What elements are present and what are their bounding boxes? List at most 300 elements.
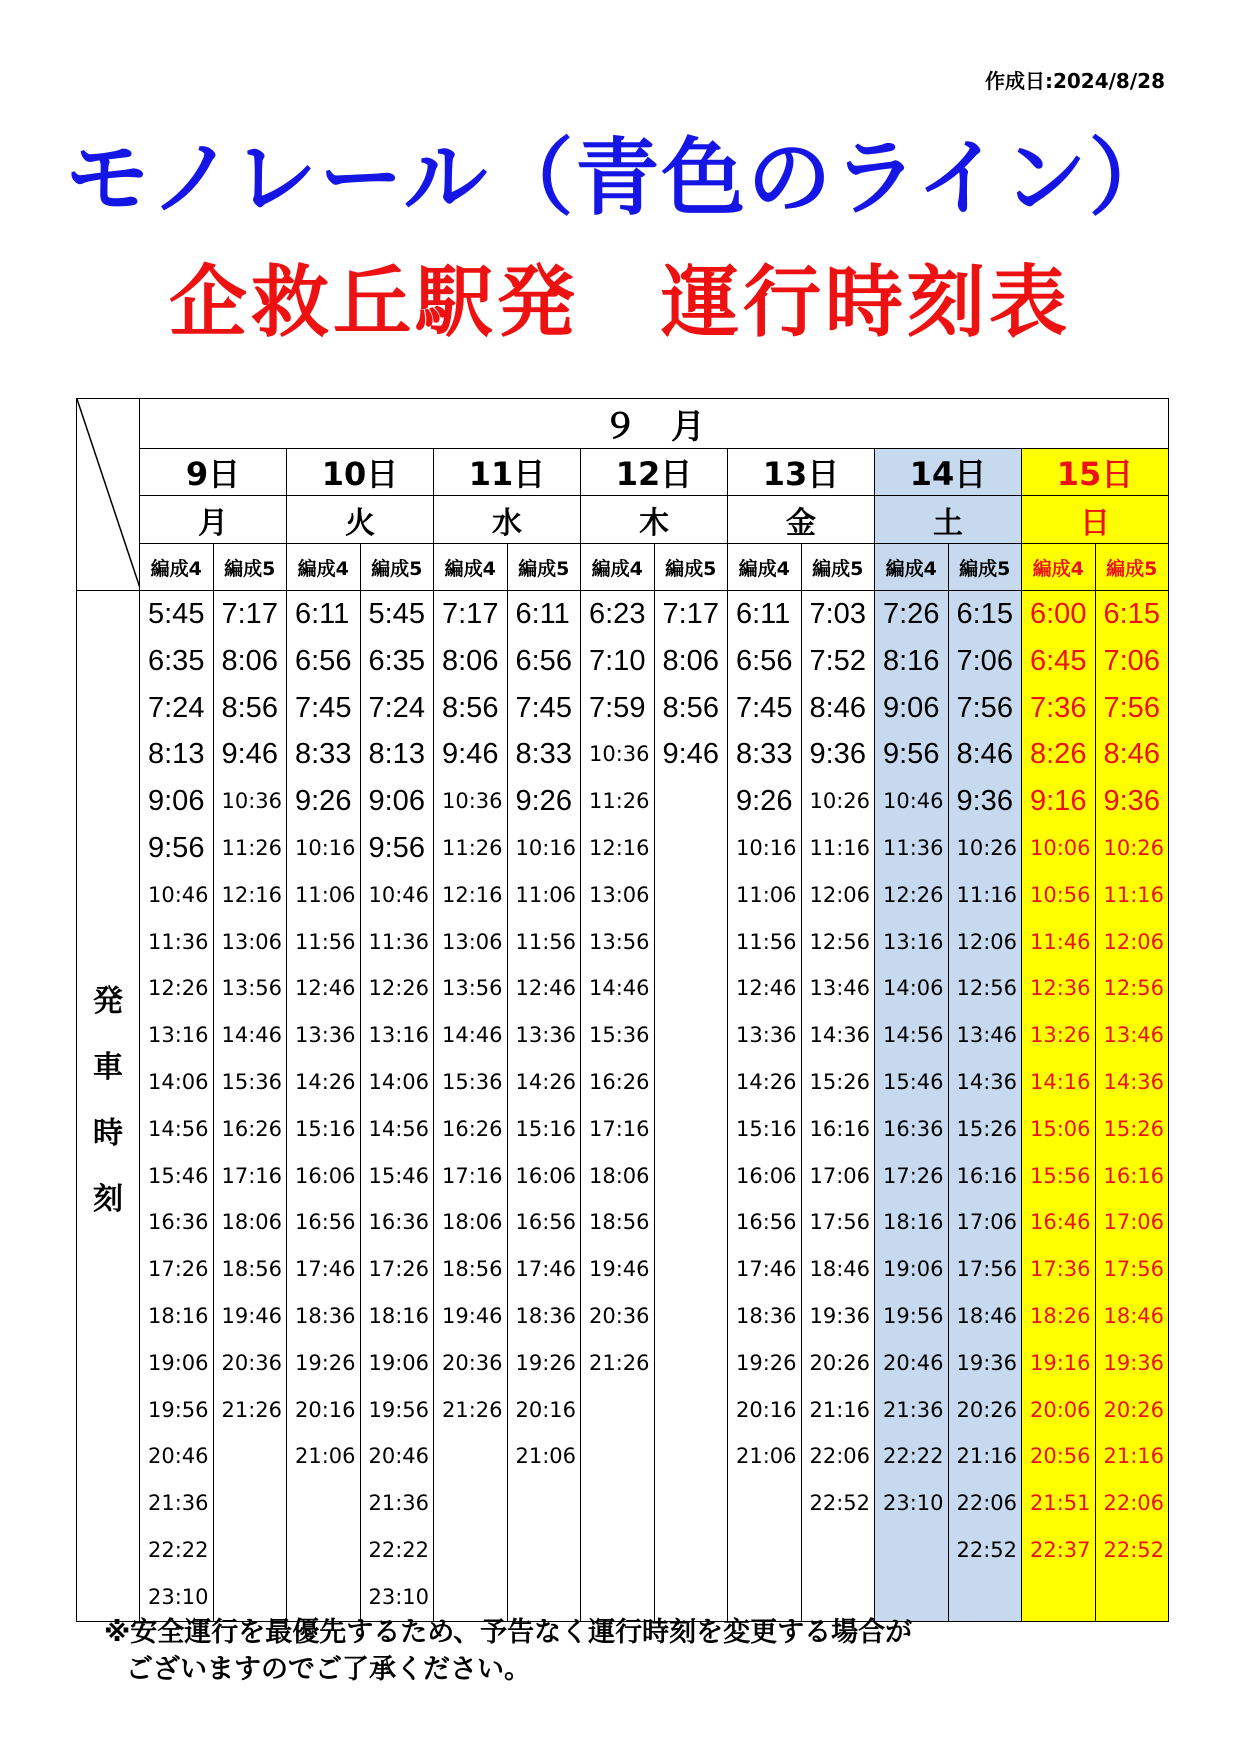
departure-time: 7:03 [809, 598, 866, 630]
departure-time: 23:10 [148, 1584, 209, 1609]
time-column [434, 591, 508, 1622]
corner-cell [77, 399, 140, 591]
date-header: 14日 [875, 449, 1022, 496]
departure-time: 8:16 [883, 644, 940, 677]
departure-time: 11:16 [809, 835, 871, 860]
departure-time: 10:26 [809, 789, 871, 814]
departure-time: 19:06 [368, 1350, 430, 1375]
departure-time: 7:52 [809, 644, 866, 677]
departure-time: 14:16 [1030, 1069, 1091, 1094]
departure-time: 12:36 [1030, 976, 1091, 1001]
departure-time: 17:36 [1030, 1257, 1091, 1282]
weekday-header: 土 [875, 496, 1022, 544]
departure-time: 21:51 [1030, 1491, 1091, 1516]
departure-time: 15:46 [148, 1163, 209, 1188]
departure-time: 22:06 [956, 1491, 1018, 1516]
departure-time: 19:26 [515, 1350, 577, 1375]
departure-time: 18:26 [1030, 1303, 1091, 1328]
departure-time: 17:46 [515, 1257, 577, 1282]
date-header: 13日 [728, 449, 875, 496]
departure-time: 16:36 [368, 1210, 430, 1235]
departure-time: 20:46 [883, 1350, 944, 1375]
time-column [213, 591, 287, 1622]
weekday-header: 水 [434, 496, 581, 544]
departure-time: 9:56 [148, 831, 205, 864]
departure-time: 10:56 [1030, 882, 1091, 907]
departure-time: 7:59 [589, 691, 646, 724]
departure-time: 14:46 [589, 976, 650, 1001]
label-char: 時 [93, 1116, 123, 1151]
departure-time: 11:26 [589, 789, 650, 814]
departure-time: 18:06 [221, 1210, 283, 1235]
departure-time: 18:06 [442, 1210, 503, 1235]
departure-time: 21:06 [515, 1444, 577, 1469]
departure-time: 14:36 [1103, 1069, 1165, 1094]
departure-time: 20:06 [1030, 1397, 1091, 1422]
departure-time: 13:56 [221, 976, 283, 1001]
departure-time: 21:26 [442, 1397, 503, 1422]
time-column [1095, 591, 1169, 1622]
departure-time: 9:06 [368, 785, 425, 818]
departure-time: 14:06 [883, 976, 944, 1001]
departure-time: 19:56 [883, 1303, 944, 1328]
departure-time: 9:06 [148, 785, 205, 818]
departure-time: 8:56 [442, 691, 499, 724]
departure-time: 10:36 [589, 742, 650, 767]
departure-time: 16:56 [515, 1210, 577, 1235]
departure-time: 6:15 [1103, 598, 1160, 630]
departure-time: 12:16 [589, 835, 650, 860]
departure-time: 7:56 [1103, 691, 1160, 724]
departure-time: 7:17 [442, 598, 499, 630]
departure-time: 20:16 [736, 1397, 797, 1422]
departure-time: 18:16 [148, 1303, 209, 1328]
departure-time: 15:16 [736, 1116, 797, 1141]
departure-time: 18:16 [883, 1210, 944, 1235]
formation-header: 編成5 [1095, 544, 1169, 591]
departure-time: 17:16 [221, 1163, 283, 1188]
departure-time: 12:06 [956, 929, 1018, 954]
title-line-timetable: 企救丘駅発 運行時刻表 [168, 258, 1071, 348]
departure-time: 6:00 [1030, 598, 1087, 630]
departure-time: 12:56 [1103, 976, 1165, 1001]
departure-time: 6:11 [736, 598, 791, 630]
date-header: 12日 [581, 449, 728, 496]
departure-time: 20:26 [1103, 1397, 1165, 1422]
time-column [507, 591, 581, 1622]
departure-time: 21:06 [295, 1444, 356, 1469]
formation-header: 編成4 [875, 544, 949, 591]
label-char: 車 [93, 1050, 123, 1085]
departure-time: 22:52 [956, 1537, 1018, 1562]
weekday-header: 金 [728, 496, 875, 544]
notice [104, 1614, 912, 1688]
departure-time: 12:06 [809, 882, 871, 907]
departure-time: 7:06 [1103, 644, 1160, 677]
departure-time: 12:16 [442, 882, 503, 907]
departure-time: 10:36 [221, 789, 283, 814]
departure-time: 5:45 [148, 598, 205, 630]
departure-time: 15:16 [515, 1116, 577, 1141]
departure-time: 14:26 [515, 1069, 577, 1094]
departure-time: 8:33 [295, 738, 352, 771]
departure-time: 20:26 [956, 1397, 1018, 1422]
notice-line: ございますのでご了承ください。 [126, 1654, 531, 1685]
departure-time: 8:56 [221, 691, 278, 724]
departure-time: 10:16 [295, 835, 356, 860]
departure-time: 16:46 [1030, 1210, 1091, 1235]
departure-time: 8:06 [662, 644, 719, 677]
departure-time: 8:06 [442, 644, 499, 677]
date-header: 11日 [434, 449, 581, 496]
departure-time: 5:45 [368, 598, 425, 630]
departure-time: 11:06 [515, 882, 577, 907]
departure-time: 17:16 [442, 1163, 503, 1188]
departure-time: 17:26 [883, 1163, 944, 1188]
departure-time: 9:36 [956, 785, 1013, 818]
departure-time: 15:36 [442, 1069, 503, 1094]
formation-header: 編成4 [728, 544, 802, 591]
departure-time: 13:36 [736, 1023, 797, 1048]
departure-time: 10:46 [148, 882, 209, 907]
departure-time: 17:06 [1103, 1210, 1165, 1235]
departure-time: 16:36 [148, 1210, 209, 1235]
departure-time: 7:17 [221, 598, 278, 630]
departure-time: 10:06 [1030, 835, 1091, 860]
departure-time: 19:46 [221, 1303, 283, 1328]
date-header: 10日 [287, 449, 434, 496]
departure-time: 22:22 [148, 1537, 209, 1562]
departure-time: 19:56 [368, 1397, 430, 1422]
departure-time: 20:36 [442, 1350, 503, 1375]
departure-time: 18:46 [809, 1257, 871, 1282]
departure-time: 19:36 [956, 1350, 1018, 1375]
date-header: 15日 [1022, 449, 1169, 496]
departure-time: 11:26 [221, 835, 283, 860]
departure-time: 18:16 [368, 1303, 430, 1328]
formation-header: 編成5 [654, 544, 728, 591]
departure-time: 12:46 [515, 976, 577, 1001]
departure-time: 16:26 [442, 1116, 503, 1141]
departure-time: 12:56 [809, 929, 871, 954]
departure-time: 13:06 [221, 929, 283, 954]
notice-line: ※安全運行を最優先するため、予告なく運行時刻を変更する場合が [104, 1617, 913, 1648]
departure-time: 11:26 [442, 835, 503, 860]
departure-time: 22:37 [1030, 1537, 1091, 1562]
time-column [581, 591, 655, 1622]
weekday-header: 日 [1022, 496, 1169, 544]
departure-time: 19:26 [736, 1350, 797, 1375]
departure-time: 14:56 [368, 1116, 430, 1141]
departure-time: 18:36 [515, 1303, 577, 1328]
departure-time: 13:56 [589, 929, 650, 954]
departure-time: 10:46 [883, 789, 944, 814]
departure-time: 11:36 [883, 835, 944, 860]
departure-time: 8:56 [662, 691, 719, 724]
departure-time: 19:46 [589, 1257, 650, 1282]
departure-time: 15:46 [883, 1069, 944, 1094]
departure-time-label [77, 591, 140, 1622]
departure-time: 7:45 [515, 691, 572, 724]
time-column [801, 591, 875, 1622]
departure-time: 15:56 [1030, 1163, 1091, 1188]
departure-time: 18:56 [442, 1257, 503, 1282]
departure-time: 13:46 [956, 1023, 1018, 1048]
departure-time: 9:26 [295, 785, 352, 818]
departure-time: 21:26 [589, 1350, 650, 1375]
departure-time: 18:56 [221, 1257, 283, 1282]
formation-header: 編成5 [360, 544, 434, 591]
departure-time: 9:46 [221, 738, 278, 771]
title-line-monorail: モノレール（青色のライン） [65, 129, 1175, 227]
departure-time: 14:36 [956, 1069, 1018, 1094]
departure-time: 16:26 [589, 1069, 650, 1094]
departure-time: 9:36 [1103, 785, 1160, 818]
formation-header: 編成4 [140, 544, 214, 591]
departure-time: 8:13 [368, 738, 425, 771]
departure-time: 11:06 [295, 882, 356, 907]
departure-time: 11:16 [956, 882, 1018, 907]
departure-time: 11:56 [515, 929, 577, 954]
time-column [948, 591, 1022, 1622]
formation-header: 編成4 [581, 544, 655, 591]
departure-time: 20:46 [368, 1444, 430, 1469]
departure-time: 9:46 [442, 738, 499, 771]
departure-time: 8:06 [221, 644, 278, 677]
departure-time: 16:36 [883, 1116, 944, 1141]
departure-time: 6:15 [956, 598, 1013, 630]
departure-time: 16:06 [295, 1163, 356, 1188]
departure-time: 18:46 [956, 1303, 1018, 1328]
departure-time: 15:26 [956, 1116, 1018, 1141]
departure-time: 20:26 [809, 1350, 871, 1375]
departure-time: 11:16 [1103, 882, 1165, 907]
departure-time: 10:16 [736, 835, 797, 860]
departure-time: 6:35 [148, 644, 205, 677]
departure-time: 13:26 [1030, 1023, 1091, 1048]
departure-time: 9:46 [662, 738, 719, 771]
departure-time: 18:46 [1103, 1303, 1165, 1328]
departure-time: 17:16 [589, 1116, 650, 1141]
departure-time: 15:06 [1030, 1116, 1091, 1141]
departure-time: 6:11 [295, 598, 350, 630]
departure-time: 20:36 [589, 1303, 650, 1328]
departure-time: 17:46 [736, 1257, 797, 1282]
departure-time: 11:36 [368, 929, 430, 954]
departure-time: 20:16 [295, 1397, 356, 1422]
departure-time: 7:26 [883, 598, 940, 630]
time-column [654, 591, 728, 1622]
departure-time: 17:56 [809, 1210, 871, 1235]
weekday-header: 月 [140, 496, 287, 544]
formation-header: 編成5 [948, 544, 1022, 591]
label-char: 発 [93, 984, 123, 1019]
departure-time: 9:26 [736, 785, 793, 818]
departure-time: 12:56 [956, 976, 1018, 1001]
departure-time: 10:26 [956, 835, 1018, 860]
departure-time: 19:16 [1030, 1350, 1091, 1375]
departure-time: 16:16 [809, 1116, 871, 1141]
departure-time: 19:36 [1103, 1350, 1165, 1375]
departure-time: 6:56 [515, 644, 572, 677]
departure-time: 20:36 [221, 1350, 283, 1375]
departure-time: 7:17 [662, 598, 719, 630]
formation-header: 編成5 [801, 544, 875, 591]
departure-time: 17:56 [956, 1257, 1018, 1282]
departure-time: 8:33 [515, 738, 572, 771]
departure-time: 12:46 [295, 976, 356, 1001]
departure-time: 21:16 [809, 1397, 871, 1422]
departure-time: 17:46 [295, 1257, 356, 1282]
departure-time: 22:22 [883, 1444, 944, 1469]
departure-time: 13:46 [1103, 1023, 1165, 1048]
departure-time: 19:36 [809, 1303, 871, 1328]
departure-time: 8:26 [1030, 738, 1087, 771]
departure-time: 22:52 [809, 1491, 871, 1516]
departure-time: 14:06 [148, 1069, 209, 1094]
departure-time: 14:56 [148, 1116, 209, 1141]
departure-time: 10:46 [368, 882, 430, 907]
time-column [360, 591, 434, 1622]
departure-time: 15:16 [295, 1116, 356, 1141]
departure-time: 21:36 [368, 1491, 430, 1516]
label-char: 刻 [93, 1182, 123, 1217]
departure-time: 20:56 [1030, 1444, 1091, 1469]
departure-time: 16:16 [1103, 1163, 1165, 1188]
departure-time: 9:06 [883, 691, 940, 724]
departure-time: 19:46 [442, 1303, 503, 1328]
date-header: 9日 [140, 449, 287, 496]
departure-time: 16:16 [956, 1163, 1018, 1188]
departure-time: 10:16 [515, 835, 577, 860]
formation-header: 編成4 [1022, 544, 1096, 591]
departure-time: 7:45 [736, 691, 793, 724]
departure-time: 17:56 [1103, 1257, 1165, 1282]
departure-time: 16:06 [736, 1163, 797, 1188]
departure-time: 13:16 [148, 1023, 209, 1048]
departure-time: 23:10 [883, 1491, 944, 1516]
departure-time: 20:16 [515, 1397, 577, 1422]
departure-time: 14:26 [295, 1069, 356, 1094]
time-column [140, 591, 214, 1622]
departure-time: 7:10 [589, 644, 646, 677]
departure-time: 8:46 [956, 738, 1013, 771]
departure-time: 12:46 [736, 976, 797, 1001]
time-column [728, 591, 802, 1622]
departure-time: 10:36 [442, 789, 503, 814]
departure-time: 23:10 [368, 1584, 430, 1609]
departure-time: 16:56 [295, 1210, 356, 1235]
departure-time: 16:56 [736, 1210, 797, 1235]
departure-time: 17:26 [148, 1257, 209, 1282]
departure-time: 13:36 [295, 1023, 356, 1048]
departure-time: 13:46 [809, 976, 871, 1001]
departure-time: 13:16 [368, 1023, 430, 1048]
month-header: ９ 月 [140, 399, 1169, 449]
departure-time: 18:56 [589, 1210, 650, 1235]
departure-time: 22:06 [809, 1444, 871, 1469]
departure-time: 18:06 [589, 1163, 650, 1188]
departure-time: 16:26 [221, 1116, 283, 1141]
departure-time: 9:56 [368, 831, 425, 864]
departure-time: 7:45 [295, 691, 352, 724]
time-column [875, 591, 949, 1622]
formation-header: 編成5 [507, 544, 581, 591]
departure-time: 19:06 [148, 1350, 209, 1375]
formation-header: 編成4 [287, 544, 361, 591]
departure-time: 18:36 [736, 1303, 797, 1328]
departure-time: 21:16 [956, 1444, 1018, 1469]
departure-time: 7:24 [368, 691, 425, 724]
departure-time: 12:16 [221, 882, 283, 907]
departure-time: 17:06 [809, 1163, 871, 1188]
departure-time: 21:36 [148, 1491, 209, 1516]
departure-time: 7:06 [956, 644, 1013, 677]
formation-header: 編成5 [213, 544, 287, 591]
departure-time: 14:26 [736, 1069, 797, 1094]
departure-time: 13:36 [515, 1023, 577, 1048]
departure-time: 11:46 [1030, 929, 1091, 954]
departure-time: 13:16 [883, 929, 944, 954]
departure-time: 6:45 [1030, 644, 1087, 677]
weekday-header: 火 [287, 496, 434, 544]
departure-time: 13:06 [589, 882, 650, 907]
departure-time: 9:56 [883, 738, 940, 771]
departure-time: 13:06 [442, 929, 503, 954]
departure-time: 11:06 [736, 882, 797, 907]
departure-time: 8:33 [736, 738, 793, 771]
departure-time: 19:56 [148, 1397, 209, 1422]
departure-time: 6:11 [515, 598, 570, 630]
departure-time: 22:22 [368, 1537, 430, 1562]
departure-time: 7:36 [1030, 691, 1087, 724]
departure-time: 19:26 [295, 1350, 356, 1375]
departure-time: 6:56 [295, 644, 352, 677]
departure-time: 6:23 [589, 598, 646, 630]
departure-time: 16:06 [515, 1163, 577, 1188]
departure-time: 22:06 [1103, 1491, 1165, 1516]
departure-time: 14:56 [883, 1023, 944, 1048]
departure-time: 14:46 [221, 1023, 283, 1048]
departure-time: 9:26 [515, 785, 572, 818]
departure-time: 18:36 [295, 1303, 356, 1328]
departure-time: 21:36 [883, 1397, 944, 1422]
time-column [287, 591, 361, 1622]
departure-time: 13:56 [442, 976, 503, 1001]
departure-time: 7:56 [956, 691, 1013, 724]
departure-time: 15:26 [1103, 1116, 1165, 1141]
departure-time: 8:46 [1103, 738, 1160, 771]
formation-header: 編成4 [434, 544, 508, 591]
departure-time: 17:26 [368, 1257, 430, 1282]
time-column [1022, 591, 1096, 1622]
departure-time: 12:26 [883, 882, 944, 907]
departure-time: 22:52 [1103, 1537, 1165, 1562]
departure-time: 9:36 [809, 738, 866, 771]
departure-time: 10:26 [1103, 835, 1165, 860]
departure-time: 14:46 [442, 1023, 503, 1048]
weekday-header: 木 [581, 496, 728, 544]
departure-time: 8:46 [809, 691, 866, 724]
departure-time: 14:36 [809, 1023, 871, 1048]
departure-time: 19:06 [883, 1257, 944, 1282]
departure-time: 15:36 [589, 1023, 650, 1048]
departure-time: 7:24 [148, 691, 205, 724]
departure-time: 15:26 [809, 1069, 871, 1094]
departure-time: 12:26 [148, 976, 209, 1001]
departure-time: 21:26 [221, 1397, 283, 1422]
diagonal-line [77, 399, 140, 588]
